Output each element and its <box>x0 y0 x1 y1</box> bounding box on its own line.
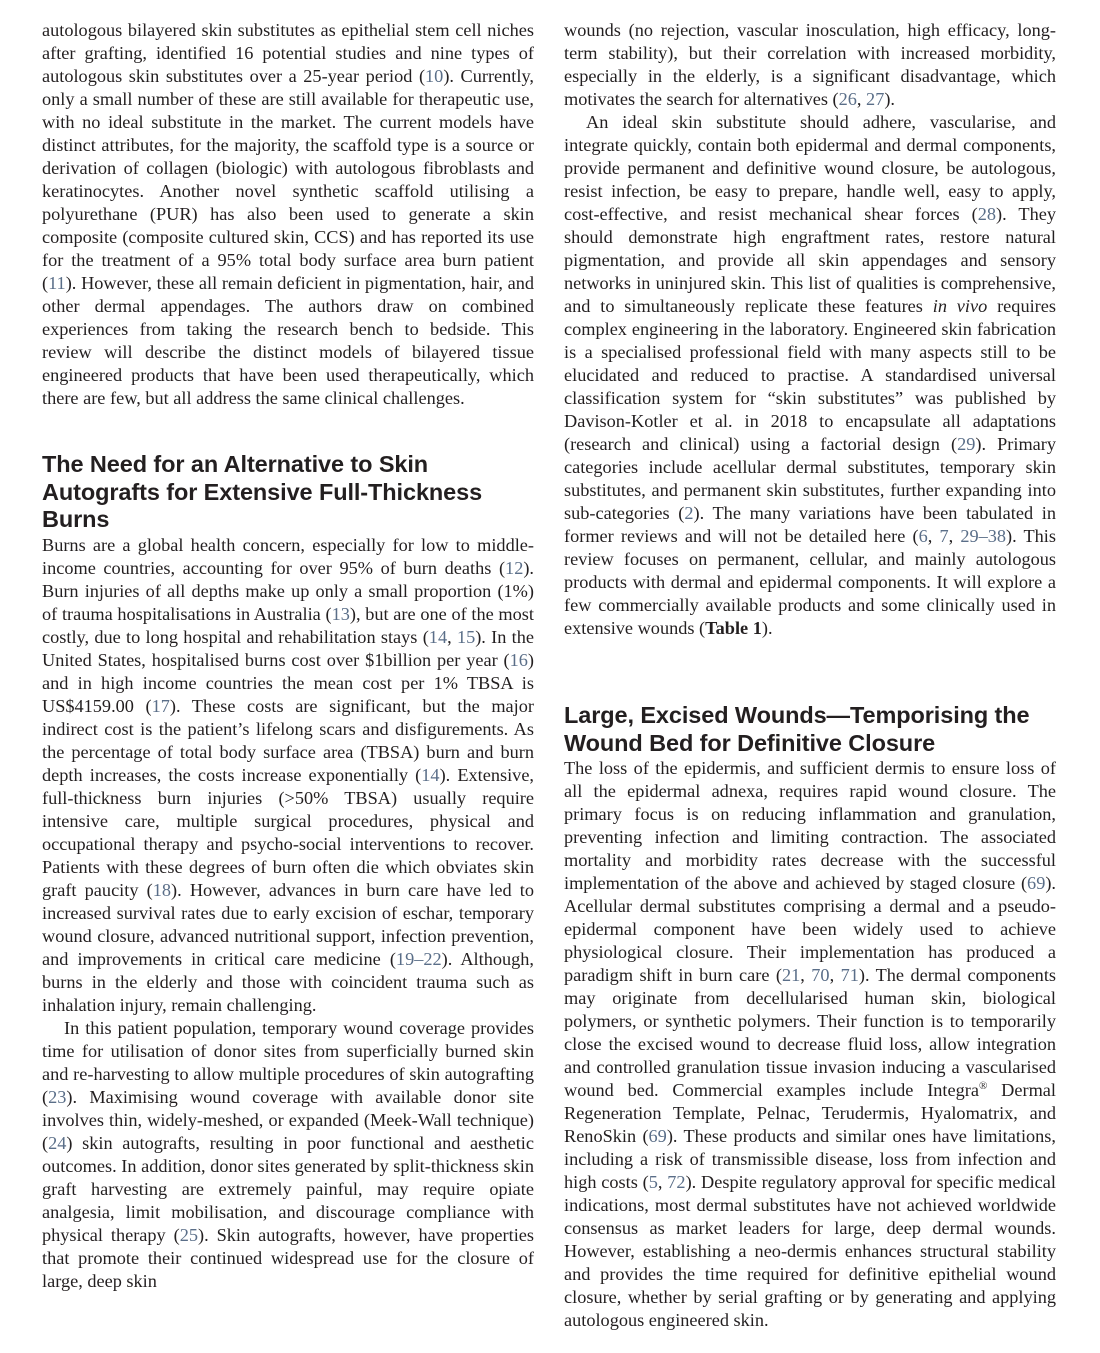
citation-link[interactable]: 29 <box>957 434 976 454</box>
text-run: ). Skin autografts, however, have properties that promote their continued widespread use for the closure of large, deep skin <box>42 1224 535 1291</box>
text-run: ). Currently, only a small number of these are still available for therapeutic use, with no ideal substitute in the market. The current models have distinct attributes, for the majority, the scaffold type is a source or derivation of collagen (biologic) with autologous fibroblasts and keratinocytes. Another novel synthetic scaffold utilising a polyurethane (PUR) has also been used to generate a skin composite (composite cultured skin, CCS) and has reported its use for the treatment of a 95% total body surface area burn patient ( <box>42 66 534 293</box>
text-run: ). Acellular dermal substitutes comprising a dermal and a pseudo-epidermal component have been widely used to achieve physiological closure. Their implementation has produced a paradigm shift in burn care ( <box>564 873 1056 985</box>
text-run: ). <box>884 89 895 109</box>
citation-link[interactable]: 27 <box>866 89 885 109</box>
paragraph-intro-continued <box>42 19 534 410</box>
section-heading-need-for-alternative: The Need for an Alternative to Skin Autografts for Extensive Full-Thickness Burns <box>42 451 483 532</box>
text-run: ). In the United States, hospitalised burns cost over $1billion per year ( <box>42 626 534 670</box>
text-run: Burns are a global health concern, especially for low to middle-income countries, accounting for over 95% of burn deaths ( <box>42 534 534 578</box>
registered-mark: ® <box>978 1080 988 1092</box>
text-run: , <box>856 89 867 109</box>
text-run: ) skin autografts, resulting in poor functional and aesthetic outcomes. In addition, donor sites generated by split-thickness skin graft harvesting are extremely painful, may require opiate analgesia, limit mobilisation, and discourage compliance with physical therapy ( <box>42 1132 534 1245</box>
text-run: , <box>948 526 961 546</box>
citation-link[interactable]: 21 <box>781 965 801 985</box>
left-column <box>42 19 534 1293</box>
table-reference[interactable]: Table 1 <box>705 618 762 638</box>
text-run: ). Maximising wound coverage with available donor site involves thin, widely-meshed, or expanded (Meek-Wall technique) ( <box>42 1086 534 1153</box>
text-run: wounds (no rejection, vascular inosculation, high efficacy, long-term stability), but their correlation with increased morbidity, especially in the elderly, is a significant disadvantage, which motivates the search for alternatives ( <box>564 20 1056 109</box>
text-run: Dermal Regeneration Template, Pelnac, Terudermis, Hyalomatrix, and RenoSkin ( <box>564 1080 1056 1146</box>
citation-link[interactable]: 6 <box>918 526 928 546</box>
text-run: ). They should demonstrate high engraftment rates, restore natural pigmentation, and provide all skin appendages and sensory networks in uninjured skin. This list of qualities is comprehensive, and to simultaneously replicate these features <box>564 204 1056 316</box>
section-spacer <box>564 640 1056 702</box>
text-run: , <box>800 965 812 985</box>
paragraph-burns-concern <box>42 534 534 1017</box>
text-run: ). Primary categories include acellular dermal substitutes, temporary skin substitutes, and permanent skin substitutes, further expanding into sub-categories ( <box>564 434 1057 523</box>
citation-link[interactable]: 29–38 <box>960 526 1007 546</box>
citation-link[interactable]: 14 <box>428 626 448 647</box>
text-run: , <box>927 526 940 546</box>
citation-link[interactable]: 17 <box>151 695 170 716</box>
text-run: ). Extensive, full-thickness burn injuries (>50% TBSA) usually require intensive care, multiple surgical procedures, physical and occupational therapy and psycho-social interventions to recover. Patients with these degrees of burn often die which obviates skin graft paucity ( <box>42 764 535 900</box>
citation-link[interactable]: 24 <box>48 1132 67 1153</box>
citation-link[interactable]: 23 <box>48 1086 67 1107</box>
citation-link[interactable]: 25 <box>179 1224 199 1245</box>
citation-link[interactable]: 69 <box>1027 873 1046 893</box>
text-run: ). This review focuses on permanent, cellular, and mainly autologous products with dermal and epidermal components. It will explore a few commercially available products and some clinically used in extensive wounds ( <box>564 526 1057 638</box>
text-run: ( <box>418 66 426 86</box>
citation-link[interactable]: 28 <box>977 204 997 224</box>
text-run: requires complex engineering in the laboratory. Engineered skin fabrication is a specialised professional field with many aspects still to be elucidated and reduced to practise. A standardised universal classification system for “skin substitutes” was published by Davison-Kotler et al. in 2018 to encapsulate all adaptations (research and clinical) using a factorial design ( <box>564 296 1056 454</box>
paragraph-autograft-continued <box>564 19 1056 111</box>
text-run: ), but are one of the most costly, due to long hospital and rehabilitation stays ( <box>42 603 534 647</box>
text-run: ). However, these all remain deficient in pigmentation, hair, and other dermal appendages. The authors draw on combined experiences from taking the research bench to bedside. This review will describe the distinct models of bilayered tissue engineered products that have been used therapeutically, which there are few, but all address the same clinical challenges. <box>42 273 534 408</box>
text-run: ). The dermal components may originate from decellularised human skin, biological polymers, or synthetic polymers. Their function is to temporarily close the excised wound to decrease fluid loss, allow integration and controlled granulation tissue invasion inducing a vascularised wound bed. Commercial examples include Integra <box>564 965 1057 1100</box>
citation-link[interactable]: 15 <box>456 626 476 647</box>
section-spacer <box>42 410 534 451</box>
citation-link[interactable]: 14 <box>421 764 440 785</box>
citation-link[interactable]: 70 <box>811 965 830 985</box>
text-run: ). These products and similar ones have limitations, including a risk of transmissible disease, loss from infection and high costs ( <box>564 1126 1056 1192</box>
text-run: ). However, advances in burn care have led to increased survival rates due to early excision of eschar, temporary wound closure, advanced nutritional support, infection prevention, and improvements in critical care medicine ( <box>42 879 535 969</box>
italic-term: in vivo <box>932 296 988 316</box>
text-run: ) and in high income countries the mean cost per 1% TBSA is US$4159.00 ( <box>42 649 534 716</box>
text-run: , <box>447 626 457 647</box>
text-run: ). The many variations have been tabulated in former reviews and will not be detailed here ( <box>564 503 1056 546</box>
citation-link[interactable]: 11 <box>48 273 66 293</box>
text-run: ). These costs are significant, but the major indirect cost is the patient’s lifelong scars and disfigurements. As the percentage of total body surface area (TBSA) burn and burn depth increases, the costs increase exponentially ( <box>42 695 534 785</box>
paragraph-excised-wounds <box>564 757 1056 1332</box>
citation-link[interactable]: 18 <box>152 879 172 900</box>
text-run: In this patient population, temporary wound coverage provides time for utilisation of donor sites from superficially burned skin and re-harvesting to allow multiple procedures of skin autografting ( <box>42 1017 534 1107</box>
citation-link[interactable]: 2 <box>684 503 694 523</box>
right-column <box>564 19 1056 1332</box>
citation-link[interactable]: 12 <box>505 557 524 578</box>
text-run: ). Although, burns in the elderly and those with coincident trauma such as inhalation injury, remain challenging. <box>42 948 534 1015</box>
text-run: An ideal skin substitute should adhere, vascularise, and integrate quickly, contain both epidermal and dermal components, provide permanent and definitive wound closure, be autologous, resist infection, be easy to prepare, handle well, easy to apply, cost-effective, and resist mechanical shear forces ( <box>564 112 1056 224</box>
section-heading-large-excised-wounds: Large, Excised Wounds—Temporising the Wound Bed for Definitive Closure <box>564 702 1030 756</box>
citation-link[interactable]: 7 <box>939 526 949 546</box>
text-run: autologous bilayered skin substitutes as epithelial stem cell niches after grafting, identified 16 potential studies and nine types of autologous skin substitutes over a 25-year period <box>42 20 534 86</box>
citation-link[interactable]: 13 <box>331 603 350 624</box>
citation-link[interactable]: 5 <box>648 1172 658 1192</box>
citation-link[interactable]: 16 <box>509 649 528 670</box>
citation-link[interactable]: 71 <box>840 965 859 985</box>
citation-link[interactable]: 69 <box>648 1126 667 1146</box>
text-run: ). <box>761 618 773 638</box>
citation-link[interactable]: 19–22 <box>395 948 442 969</box>
citation-link[interactable]: 26 <box>838 89 857 109</box>
text-run: ). Burn injuries of all depths make up only a small proportion (1%) of trauma hospitalisations in Australia ( <box>42 557 534 624</box>
text-run: The loss of the epidermis, and sufficient dermis to ensure loss of all the epidermal adnexa, requires rapid wound closure. The primary focus is on reducing inflammation and granulation, preventing infection and limiting contraction. The associated mortality and morbidity rates decrease with the successful implementation of the above and achieved by staged closure ( <box>564 758 1056 893</box>
paragraph-patient-population <box>42 1017 534 1293</box>
citation-link[interactable]: 72 <box>667 1172 686 1192</box>
text-run: , <box>657 1172 668 1192</box>
text-run: ). Despite regulatory approval for specific medical indications, most dermal substitutes have not achieved worldwide consensus as market leaders for large, deep dermal wounds. However, establishing a neo-dermis enhances structural stability and provides the time required for definitive epithelial wound closure, whether by serial grafting or by generating and applying autologous engineered skin. <box>564 1172 1056 1330</box>
paragraph-ideal-substitute <box>564 111 1056 640</box>
citation-link[interactable]: 10 <box>425 66 444 86</box>
text-run: , <box>829 965 841 985</box>
